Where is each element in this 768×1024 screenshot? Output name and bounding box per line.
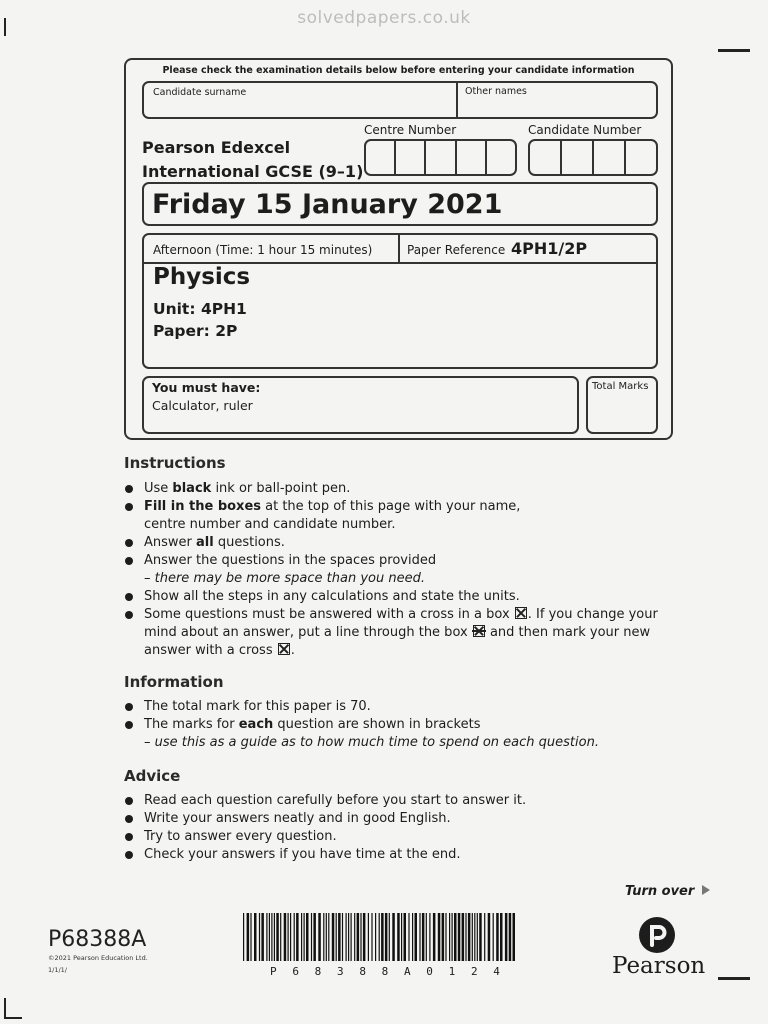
- triangle-right-icon: [702, 885, 710, 895]
- barcode-digit: 2: [470, 965, 478, 978]
- information-list: [124, 698, 664, 752]
- barcode-bar: [318, 913, 321, 961]
- barcode-bar: [419, 913, 420, 961]
- exam-date: Friday 15 January 2021: [152, 189, 503, 220]
- name-box-divider: [456, 83, 458, 117]
- candidate-surname-field[interactable]: [150, 99, 450, 115]
- list-item: Fill in the boxes at the top of this page with your name,: [124, 498, 664, 516]
- barcode-bar: [311, 913, 312, 961]
- barcode-digit: P: [270, 965, 277, 978]
- centre-number-cell[interactable]: [457, 141, 487, 174]
- barcode-bar: [368, 913, 369, 961]
- barcode: [243, 913, 515, 963]
- barcode-bar: [271, 913, 272, 961]
- barcode-bar: [247, 913, 250, 961]
- centre-number-boxes: [364, 139, 517, 176]
- barcode-bar: [477, 913, 478, 961]
- list-item: The total mark for this paper is 70.: [124, 698, 664, 716]
- barcode-bar: [336, 913, 337, 961]
- barcode-bar: [261, 913, 264, 961]
- list-item: The marks for each question are shown in brackets: [124, 716, 664, 734]
- barcode-bar: [357, 913, 360, 961]
- barcode-bar: [351, 913, 352, 961]
- candidate-number-cell[interactable]: [594, 141, 626, 174]
- barcode-bar: [288, 913, 289, 961]
- candidate-number-cell[interactable]: [530, 141, 562, 174]
- barcode-bars: [243, 913, 515, 961]
- candidate-number-cell[interactable]: [626, 141, 656, 174]
- barcode-bar: [360, 913, 361, 961]
- crop-mark-bottom-left: [4, 998, 6, 1018]
- barcode-bar: [442, 913, 445, 961]
- information-heading: Information: [124, 673, 224, 691]
- list-item-continued: – use this as a guide as to how much time to spend on each question.: [144, 735, 599, 750]
- barcode-digit: 8: [314, 965, 322, 978]
- board-line-1: Pearson Edexcel: [142, 138, 291, 157]
- watermark: solvedpapers.co.uk: [297, 8, 471, 28]
- paper-reference: 4PH1/2P: [511, 239, 588, 258]
- barcode-bar: [401, 913, 402, 961]
- barcode-bar: [346, 913, 347, 961]
- barcode-digit: A: [403, 965, 411, 978]
- barcode-bar: [415, 913, 418, 961]
- subject-title: Physics: [153, 264, 251, 290]
- barcode-bar: [479, 913, 482, 961]
- barcode-bar: [408, 913, 409, 961]
- turn-over-label: Turn over: [625, 884, 695, 899]
- barcode-digit: 6: [292, 965, 299, 978]
- barcode-bar: [496, 913, 499, 961]
- centre-number-cell[interactable]: [487, 141, 515, 174]
- crop-mark-bottom-right: [718, 977, 750, 980]
- barcode-bar: [269, 913, 270, 961]
- candidate-number-cell[interactable]: [562, 141, 594, 174]
- list-item: Try to answer every question.: [124, 828, 664, 846]
- barcode-bar: [392, 913, 395, 961]
- barcode-bar: [493, 913, 494, 961]
- barcode-bar: [385, 913, 388, 961]
- centre-number-cell[interactable]: [366, 141, 396, 174]
- centre-number-cell[interactable]: [396, 141, 426, 174]
- barcode-bar: [274, 913, 275, 961]
- struck-crossed-box-icon: [473, 625, 485, 637]
- advice-heading: Advice: [124, 767, 181, 785]
- barcode-bar: [389, 913, 390, 961]
- list-item: Show all the steps in any calculations and state the units.: [124, 588, 664, 606]
- barcode-bar: [458, 913, 461, 961]
- list-item: Answer all questions.: [124, 534, 664, 552]
- other-names-field[interactable]: [462, 99, 652, 115]
- barcode-digit: 8: [381, 965, 389, 978]
- barcode-bar: [454, 913, 457, 961]
- barcode-digit: 3: [336, 965, 344, 978]
- print-code: 1/1/1/: [48, 966, 67, 974]
- barcode-bar: [304, 913, 305, 961]
- barcode-bar: [381, 913, 384, 961]
- centre-number-label: Centre Number: [364, 123, 457, 137]
- barcode-bar: [266, 913, 267, 961]
- barcode-bar: [462, 913, 465, 961]
- session-time: Afternoon (Time: 1 hour 15 minutes): [153, 243, 373, 257]
- barcode-bar: [412, 913, 413, 961]
- must-have-items: Calculator, ruler: [152, 398, 253, 413]
- barcode-bar: [276, 913, 279, 961]
- barcode-bar: [243, 913, 244, 961]
- list-item-continued: answer with a cross .: [144, 643, 295, 658]
- barcode-bar: [500, 913, 503, 961]
- barcode-bar: [468, 913, 471, 961]
- candidate-surname-label: Candidate surname: [153, 87, 247, 98]
- barcode-bar: [438, 913, 441, 961]
- list-item-continued: centre number and candidate number.: [144, 517, 396, 532]
- unit-code: Unit: 4PH1: [153, 300, 247, 318]
- barcode-bar: [259, 913, 260, 961]
- candidate-number-boxes: [528, 139, 658, 176]
- crop-mark-bottom-left-h: [4, 1017, 22, 1019]
- barcode-bar: [348, 913, 349, 961]
- barcode-digit: 0: [426, 965, 433, 978]
- brand-wordmark: Pearson: [612, 953, 706, 979]
- barcode-digit: 4: [493, 965, 500, 978]
- barcode-bar: [472, 913, 473, 961]
- barcode-bar: [313, 913, 316, 961]
- barcode-bar: [505, 913, 508, 961]
- barcode-bar: [354, 913, 355, 961]
- barcode-bar: [294, 913, 295, 961]
- list-item-continued: – there may be more space than you need.: [144, 571, 425, 586]
- barcode-bar: [280, 913, 281, 961]
- crossed-box-icon: [278, 643, 290, 655]
- turn-over: [625, 884, 710, 899]
- other-names-label: Other names: [465, 86, 527, 97]
- barcode-bar: [379, 913, 380, 961]
- barcode-bar: [338, 913, 341, 961]
- barcode-digit: 1: [448, 965, 456, 978]
- barcode-digit: 8: [359, 965, 366, 978]
- instructions-list: [124, 480, 664, 660]
- barcode-bar: [433, 913, 436, 961]
- barcode-bar: [301, 913, 302, 961]
- barcode-bar: [296, 913, 299, 961]
- barcode-bar: [375, 913, 376, 961]
- pearson-logo-icon: [638, 916, 676, 954]
- candidate-number-label: Candidate Number: [528, 123, 642, 137]
- barcode-bar: [284, 913, 287, 961]
- barcode-bar: [445, 913, 446, 961]
- barcode-bar: [323, 913, 324, 961]
- total-marks-label: Total Marks: [592, 381, 649, 392]
- list-item: Answer the questions in the spaces provided: [124, 552, 664, 570]
- barcode-bar: [342, 913, 343, 961]
- barcode-bar: [452, 913, 453, 961]
- paper-code: P68388A: [48, 927, 147, 952]
- barcode-number: [270, 965, 500, 978]
- barcode-bar: [422, 913, 425, 961]
- barcode-bar: [474, 913, 475, 961]
- barcode-bar: [484, 913, 485, 961]
- paper-reference-label: Paper Reference: [407, 243, 506, 257]
- barcode-bar: [254, 913, 257, 961]
- advice-list: [124, 792, 664, 864]
- barcode-bar: [488, 913, 491, 961]
- barcode-bar: [397, 913, 400, 961]
- instructions-heading: Instructions: [124, 454, 226, 472]
- list-item: Some questions must be answered with a cross in a box . If you change your: [124, 606, 664, 624]
- list-item: Check your answers if you have time at the end.: [124, 846, 664, 864]
- barcode-bar: [363, 913, 366, 961]
- barcode-bar: [509, 913, 512, 961]
- centre-number-cell[interactable]: [426, 141, 456, 174]
- check-details-note: Please check the examination details below before entering your candidate information: [162, 65, 635, 76]
- barcode-bar: [326, 913, 327, 961]
- list-item-continued: mind about an answer, put a line through the box and then mark your new: [144, 625, 651, 640]
- board-line-2: International GCSE (9–1): [142, 162, 364, 181]
- barcode-bar: [429, 913, 430, 961]
- crossed-box-icon: [515, 607, 527, 619]
- barcode-bar: [371, 913, 372, 961]
- crop-mark-top-right: [718, 49, 750, 52]
- list-item: Write your answers neatly and in good English.: [124, 810, 664, 828]
- barcode-bar: [332, 913, 335, 961]
- barcode-bar: [513, 913, 516, 961]
- barcode-bar: [465, 913, 466, 961]
- barcode-bar: [306, 913, 309, 961]
- session-vdivider: [398, 235, 400, 262]
- list-item: Use black ink or ball-point pen.: [124, 480, 664, 498]
- barcode-bar: [290, 913, 291, 961]
- crop-mark-top-left: [4, 18, 6, 36]
- barcode-bar: [404, 913, 407, 961]
- board-name: [142, 136, 363, 184]
- barcode-bar: [328, 913, 329, 961]
- barcode-bar: [426, 913, 427, 961]
- barcode-bar: [250, 913, 251, 961]
- must-have-heading: You must have:: [152, 380, 261, 395]
- paper-code-label: Paper: 2P: [153, 322, 238, 340]
- list-item: Read each question carefully before you start to answer it.: [124, 792, 664, 810]
- copyright: ©2021 Pearson Education Ltd.: [48, 954, 148, 962]
- barcode-bar: [449, 913, 450, 961]
